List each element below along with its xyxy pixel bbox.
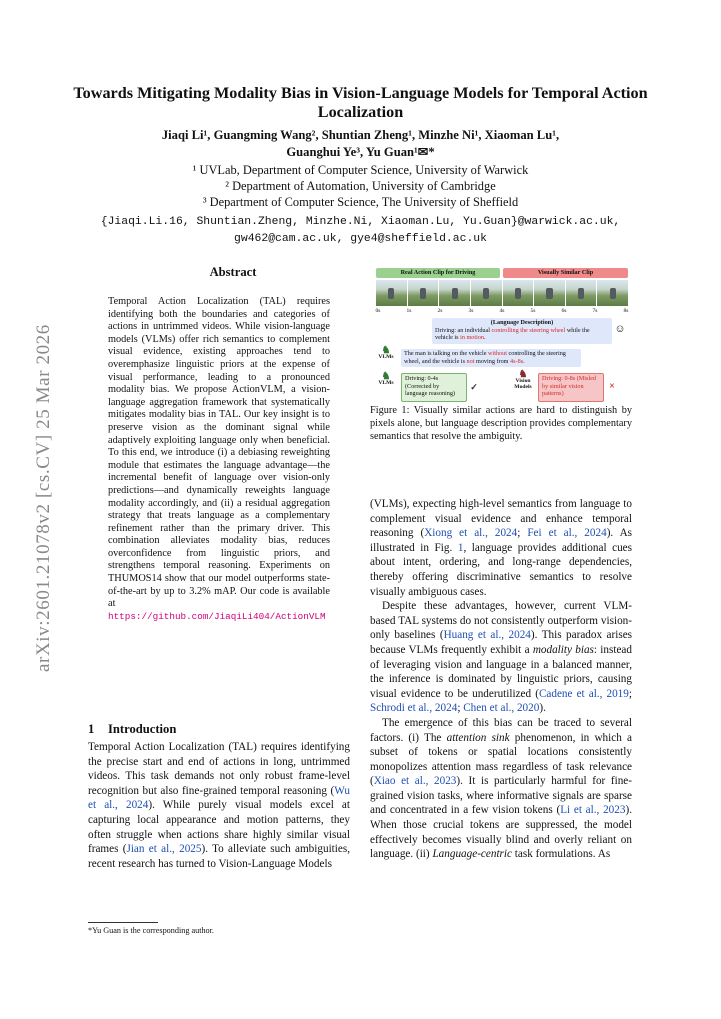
figure-1 — [370, 268, 632, 404]
time-axis — [370, 308, 632, 316]
author-list — [60, 127, 661, 161]
text-run: Temporal Action Localization (TAL) requires identifying the precise start and end of actions in long, untrimmed videos. This task demands not only robust frame-level recognition but also fine-grained temporal reasoning ( — [88, 741, 350, 797]
code-link[interactable]: https://github.com/JiaqiLi404/ActionVLM — [108, 610, 326, 622]
emphasis: modality bias — [532, 643, 594, 656]
text-run: ; — [457, 702, 464, 715]
header-similar-clip: Visually Similar Clip — [503, 268, 628, 278]
text-run: (VLMs), expecting high-level semantics from language to complement visual evidence and enhance temporal reasoning ( — [370, 498, 632, 540]
text-run: ). — [539, 702, 546, 715]
figure-ref-link[interactable]: 1 — [457, 541, 464, 554]
paragraph — [370, 497, 632, 599]
highlight-text: controlling the steering wheel — [491, 326, 566, 334]
text-run: controlling the steering wheel, and the vehicle is — [404, 350, 566, 365]
citation-link[interactable]: Xiao et al., 2023 — [373, 775, 457, 788]
text-run: Driving: an individual — [435, 326, 492, 334]
citation-link[interactable]: Li et al., 2023 — [560, 804, 626, 817]
text-run: The emergence of this bias can be traced to several factors. (i) The — [370, 716, 632, 744]
text-run: : instead of leveraging vision and language in a balanced manner, the inference is dominated by linguistic priors, causing visual evidence to be underutilized ( — [370, 643, 632, 700]
language-title: (Language Description) — [490, 319, 554, 326]
text-run: , language provides additional cues about intent, ordering, and long-range dependencies, thereby offering discriminative semantics to resolve visually ambiguous cases. — [370, 541, 632, 598]
citation-link[interactable]: Schrodi et al., 2024 — [370, 702, 458, 715]
footnote: *Yu Guan is the corresponding author. — [88, 926, 214, 935]
video-frame — [408, 280, 439, 306]
time-tick-label: 4s — [499, 308, 505, 314]
video-frame — [534, 280, 565, 306]
text-run: ). This paradox arises because VLMs frequently exhibit a — [370, 629, 633, 656]
text-run: ). As illustrated in Fig. — [370, 527, 633, 554]
text-run: ). To alleviate such ambiguities, recent research has turned to Vision-Language Models — [88, 843, 351, 870]
video-frame — [376, 280, 407, 306]
section-heading — [88, 722, 176, 737]
time-tick-label: 1s — [406, 308, 412, 314]
video-frame — [503, 280, 534, 306]
language-description-box — [432, 318, 612, 344]
header-real-clip: Real Action Clip for Driving — [376, 268, 500, 278]
text-run: . — [523, 357, 525, 365]
text-run: ). It is particularly harmful for fine-grained vision tasks, where informative signals are sparse and concentrated in a few vision tokens ( — [370, 775, 632, 817]
arxiv-stamp: arXiv:2601.21078v2 [cs.CV] 25 Mar 2026 — [33, 324, 54, 672]
prediction-text: Driving: 0-8s (Misled by similar vision patterns) — [542, 375, 596, 397]
time-tick-label: 8s — [623, 308, 629, 314]
citation-link[interactable]: Jian et al., 2025 — [126, 843, 202, 856]
text-run: ). While purely visual models excel at capturing local appearance and motion patterns, they often struggle when actions share highly similar visual frames ( — [88, 799, 350, 856]
paragraph — [370, 599, 632, 716]
citation-link[interactable]: Huang et al., 2024 — [443, 629, 531, 642]
cross-icon: × — [609, 381, 615, 392]
affiliation-3: ³ Department of Computer Science, The University of Sheffield — [202, 195, 519, 209]
citation-link[interactable]: Xiong et al., 2024 — [424, 527, 518, 540]
icon-label: VLMs — [378, 354, 394, 360]
icon-label: Vision Models — [514, 378, 532, 390]
affiliation-1: ¹ UVLab, Department of Computer Science, University of Warwick — [192, 163, 529, 177]
right-column-text — [370, 497, 632, 862]
emphasis: Language-centric — [432, 848, 512, 861]
citation-link[interactable]: Cadene et al., 2019 — [538, 687, 629, 700]
video-frame — [566, 280, 597, 306]
video-frame — [597, 280, 628, 306]
section-title: Introduction — [108, 722, 177, 736]
footnote-rule — [88, 922, 158, 923]
highlight-text: without — [488, 350, 507, 357]
vlm-reasoning-box — [401, 349, 581, 367]
paper-title: Towards Mitigating Modality Bias in Vision-Language Models for Temporal Action Localization — [73, 84, 648, 121]
video-frames — [376, 280, 628, 306]
time-tick-label: 0s — [375, 308, 381, 314]
video-frame — [471, 280, 502, 306]
highlight-text: not — [466, 357, 475, 365]
highlight-text: 4s-8s — [510, 357, 524, 365]
citation-link[interactable]: Fei et al., 2024 — [527, 527, 607, 540]
intro-paragraph — [88, 740, 350, 871]
paragraph — [370, 716, 632, 862]
time-tick-label: 3s — [468, 308, 474, 314]
correct-prediction-box: Driving: 0-4s (Corrected by language reasoning) — [401, 373, 467, 402]
email-list — [60, 214, 661, 248]
text-run: The man is talking on the vehicle — [404, 350, 489, 357]
text-run: task formulations. As — [512, 848, 611, 861]
affiliation-2: ² Department of Automation, University of Cambridge — [225, 179, 496, 193]
text-run: Despite these advantages, however, current VLM-based TAL systems do not consistently outperform vision-only baselines ( — [370, 600, 632, 642]
time-tick-label: 6s — [561, 308, 567, 314]
section-number: 1 — [88, 722, 95, 736]
abstract-text: Temporal Action Localization (TAL) requires identifying both the boundaries and categories of actions in untrimmed videos. While vision-language models (VLMs) offer rich semantics to complement visual evidence, existing approaches tend to overemphasize linguistic priors at the expense of visual performance, leading to a pronounced modality bias. We propose ActionVLM, a vision-language aggregation framework that systematically mitigates modality bias in TAL. Our key insight is to preserve vision as the dominant signal while adaptively exploiting language only when beneficial. To this end, we introduce (i) a debiasing reweighting module that estimates the language advantage—the incremental benefit of language over vision-only predictions—and dynamically reweights language modality accordingly, and (ii) a residual aggregation strategy that treats language as a complementary refinement rather than the primary driver. This combination alleviates modality bias, reduces overconfidence from linguistic priors, and strengthens temporal reasoning. Experiments on THUMOS14 show that our model outperforms state-of-the-art by up to 3.2% mAP. Our code is available at — [108, 296, 330, 610]
vlm-robot-icon: ♞ VLMs — [373, 348, 399, 360]
text-run: ; — [628, 687, 632, 700]
vlm-robot-icon: ♞ VLMs — [373, 374, 399, 386]
emails-line-2: gw462@cam.ac.uk, gye4@sheffield.ac.uk — [234, 233, 487, 245]
abstract-heading: Abstract — [209, 265, 257, 279]
text-run: ; — [517, 527, 528, 540]
emails-line-1: {Jiaqi.Li.16, Shuntian.Zheng, Minzhe.Ni, Xiaoman.Lu, Yu.Guan}@warwick.ac.uk, — [100, 216, 621, 228]
text-run: moving from — [474, 357, 511, 365]
time-tick-label: 7s — [592, 308, 598, 314]
authors-line-2: Guanghui Ye³, Yu Guan¹✉* — [286, 145, 435, 159]
time-tick-label: 2s — [437, 308, 443, 314]
video-frame — [439, 280, 470, 306]
authors-line-1: Jiaqi Li¹, Guangming Wang², Shuntian Zheng¹, Minzhe Ni¹, Xiaoman Lu¹, — [161, 128, 560, 142]
figure-caption: Figure 1: Visually similar actions are hard to distinguish by pixels alone, but language description provides complementary semantics that resolve the ambiguity. — [370, 405, 632, 442]
highlight-text: in motion — [460, 334, 484, 341]
text-run: while the vehicle is — [435, 326, 590, 341]
icon-label: VLMs — [378, 380, 394, 386]
citation-link[interactable]: Wu et al., 2024 — [88, 784, 350, 812]
text-run: ). When those crucial tokens are suppressed, the model effectively becomes visually blind and overly reliant on language. (ii) — [370, 804, 632, 861]
wrong-prediction-box — [538, 373, 604, 402]
text-run: . — [484, 334, 486, 341]
time-tick-label: 5s — [530, 308, 536, 314]
text-run: phenomenon, in which a subset of tokens or spatial locations consistently monopolizes attention mass regardless of task relevance ( — [370, 731, 632, 788]
person-icon: ☺ — [614, 323, 626, 335]
check-icon: ✓ — [470, 382, 478, 392]
abstract-body — [108, 296, 330, 623]
citation-link[interactable]: Chen et al., 2020 — [463, 702, 540, 715]
emphasis: attention sink — [446, 731, 510, 744]
vision-model-icon: ♞ Vision Models — [510, 372, 536, 390]
